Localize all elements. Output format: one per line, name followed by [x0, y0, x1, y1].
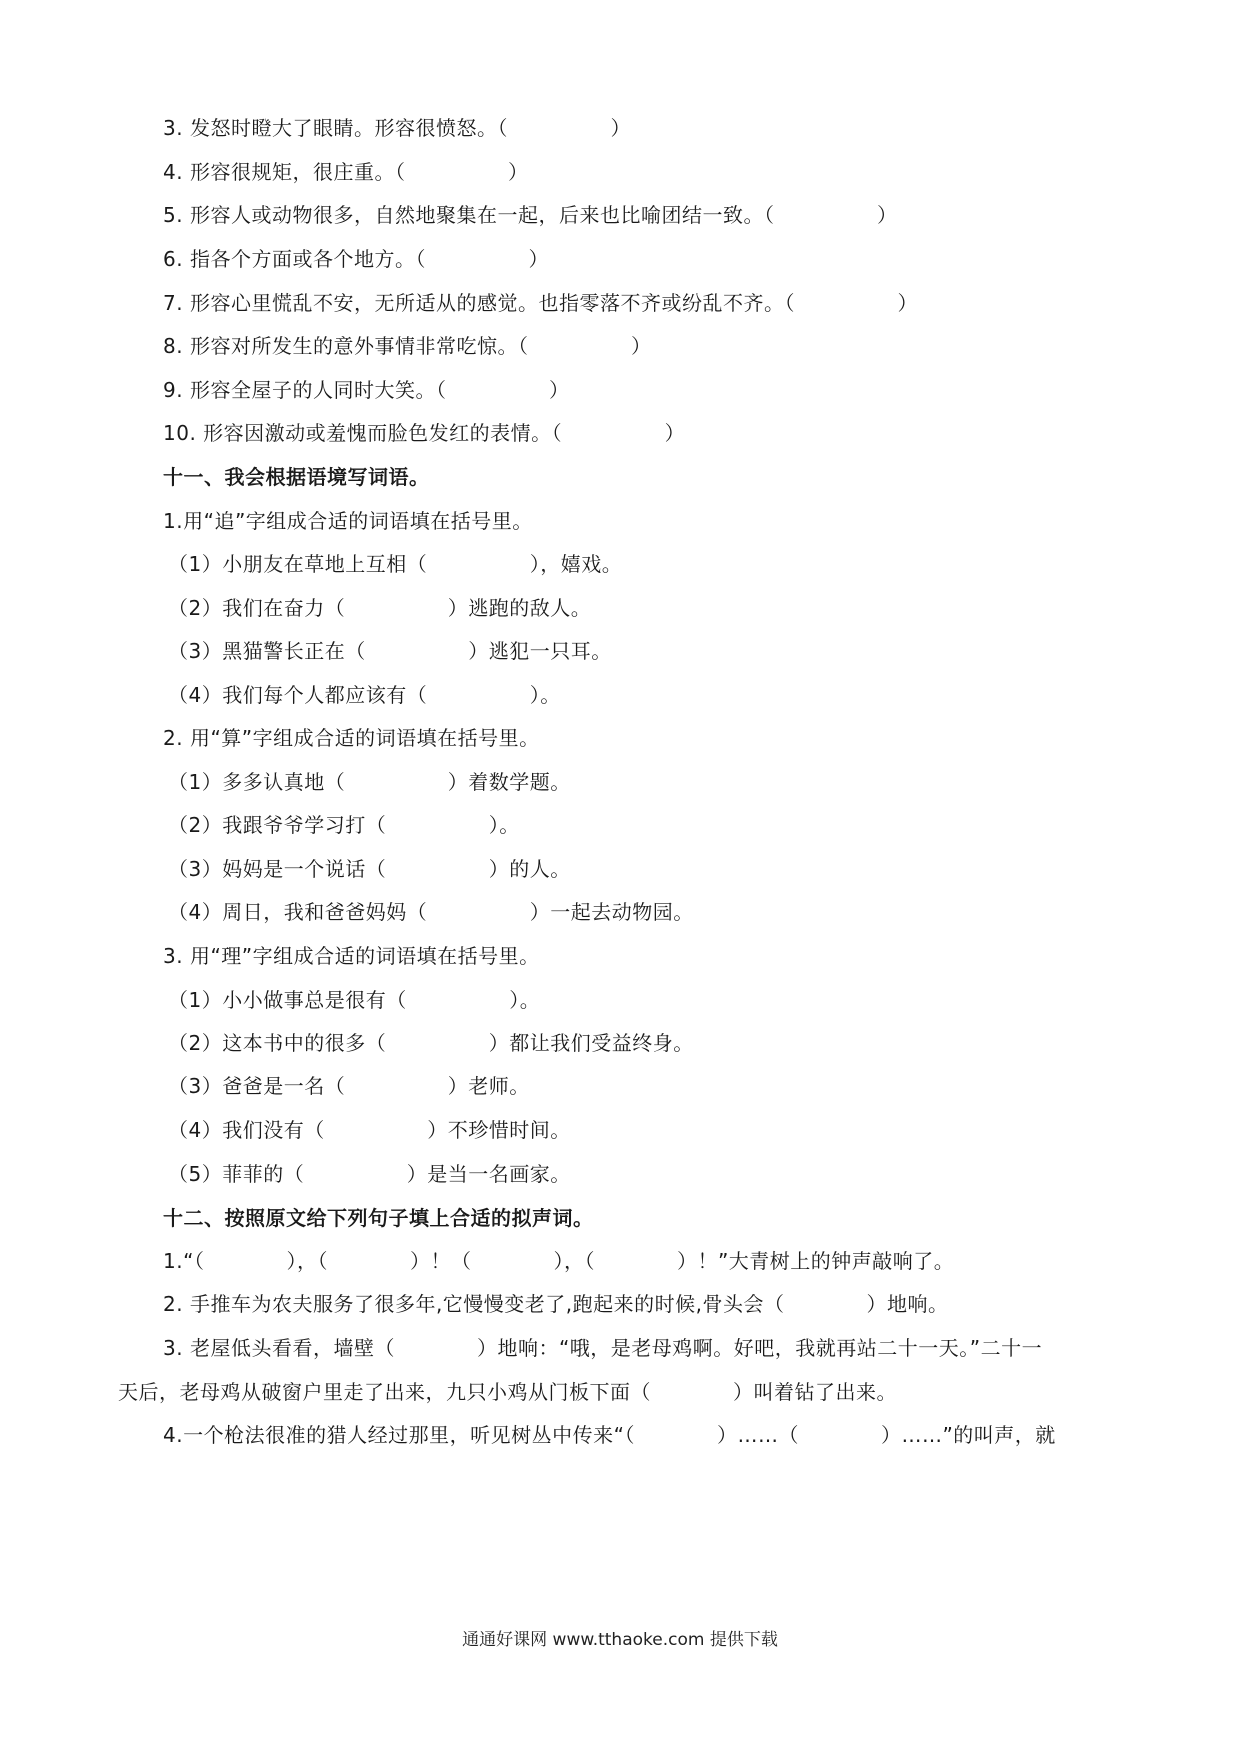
list-item: （2）我们在奋力（ ）逃跑的敌人。 [168, 596, 592, 620]
list-item: （3）黑猫警长正在（ ）逃犯一只耳。 [168, 639, 612, 663]
list-item: 5. 形容人或动物很多，自然地聚集在一起，后来也比喻团结一致。（ ） [163, 203, 898, 227]
list-item: 10. 形容因激动或羞愧而脸色发红的表情。（ ） [163, 421, 686, 445]
list-item: （2）这本书中的很多（ ）都让我们受益终身。 [168, 1031, 694, 1055]
list-item: 8. 形容对所发生的意外事情非常吃惊。（ ） [163, 334, 652, 358]
list-item: 9. 形容全屋子的人同时大笑。（ ） [163, 378, 570, 402]
question-prompt: 2. 用“算”字组成合适的词语填在括号里。 [163, 726, 540, 750]
list-item: 7. 形容心里慌乱不安，无所适从的感觉。也指零落不齐或纷乱不齐。（ ） [163, 291, 918, 315]
list-item: 1.“（ ），（ ）！（ ），（ ）！”大青树上的钟声敲响了。 [163, 1249, 955, 1273]
list-item: （2）我跟爷爷学习打（ ）。 [168, 813, 520, 837]
list-item: 3. 发怒时瞪大了眼睛。形容很愤怒。（ ） [163, 116, 631, 140]
list-item: （4）我们每个人都应该有（ ）。 [168, 683, 561, 707]
list-item: （1）小朋友在草地上互相（ ），嬉戏。 [168, 552, 623, 576]
list-item: （3）爸爸是一名（ ）老师。 [168, 1074, 530, 1098]
list-item: 4.一个枪法很准的猎人经过那里，听见树丛中传来“（ ）……（ ）……”的叫声，就 [163, 1423, 1056, 1447]
question-prompt: 3. 用“理”字组成合适的词语填在括号里。 [163, 944, 540, 968]
list-item: （3）妈妈是一个说话（ ）的人。 [168, 857, 571, 881]
list-item: 6. 指各个方面或各个地方。（ ） [163, 247, 549, 271]
list-item: 4. 形容很规矩，很庄重。（ ） [163, 160, 529, 184]
list-item-continuation: 天后，老母鸡从破窗户里走了出来，九只小鸡从门板下面（ ）叫着钻了出来。 [118, 1380, 897, 1404]
section-heading: 十二、按照原文给下列句子填上合适的拟声词。 [163, 1206, 594, 1230]
list-item: （1）小小做事总是很有（ ）。 [168, 988, 541, 1012]
list-item: 3. 老屋低头看看，墙壁（ ）地响：“哦，是老母鸡啊。好吧，我就再站二十一天。”二十一 [163, 1336, 1043, 1360]
list-item: 2. 手推车为农夫服务了很多年,它慢慢变老了,跑起来的时候,骨头会（ ）地响。 [163, 1292, 949, 1316]
section-heading: 十一、我会根据语境写词语。 [163, 465, 430, 489]
list-item: （5）菲菲的（ ）是当一名画家。 [168, 1162, 571, 1186]
list-item: （1）多多认真地（ ）着数学题。 [168, 770, 571, 794]
page-footer: 通通好课网 www.tthaoke.com 提供下载 [462, 1630, 778, 1650]
question-prompt: 1.用“追”字组成合适的词语填在括号里。 [163, 509, 533, 533]
list-item: （4）周日，我和爸爸妈妈（ ）一起去动物园。 [168, 900, 694, 924]
list-item: （4）我们没有（ ）不珍惜时间。 [168, 1118, 571, 1142]
